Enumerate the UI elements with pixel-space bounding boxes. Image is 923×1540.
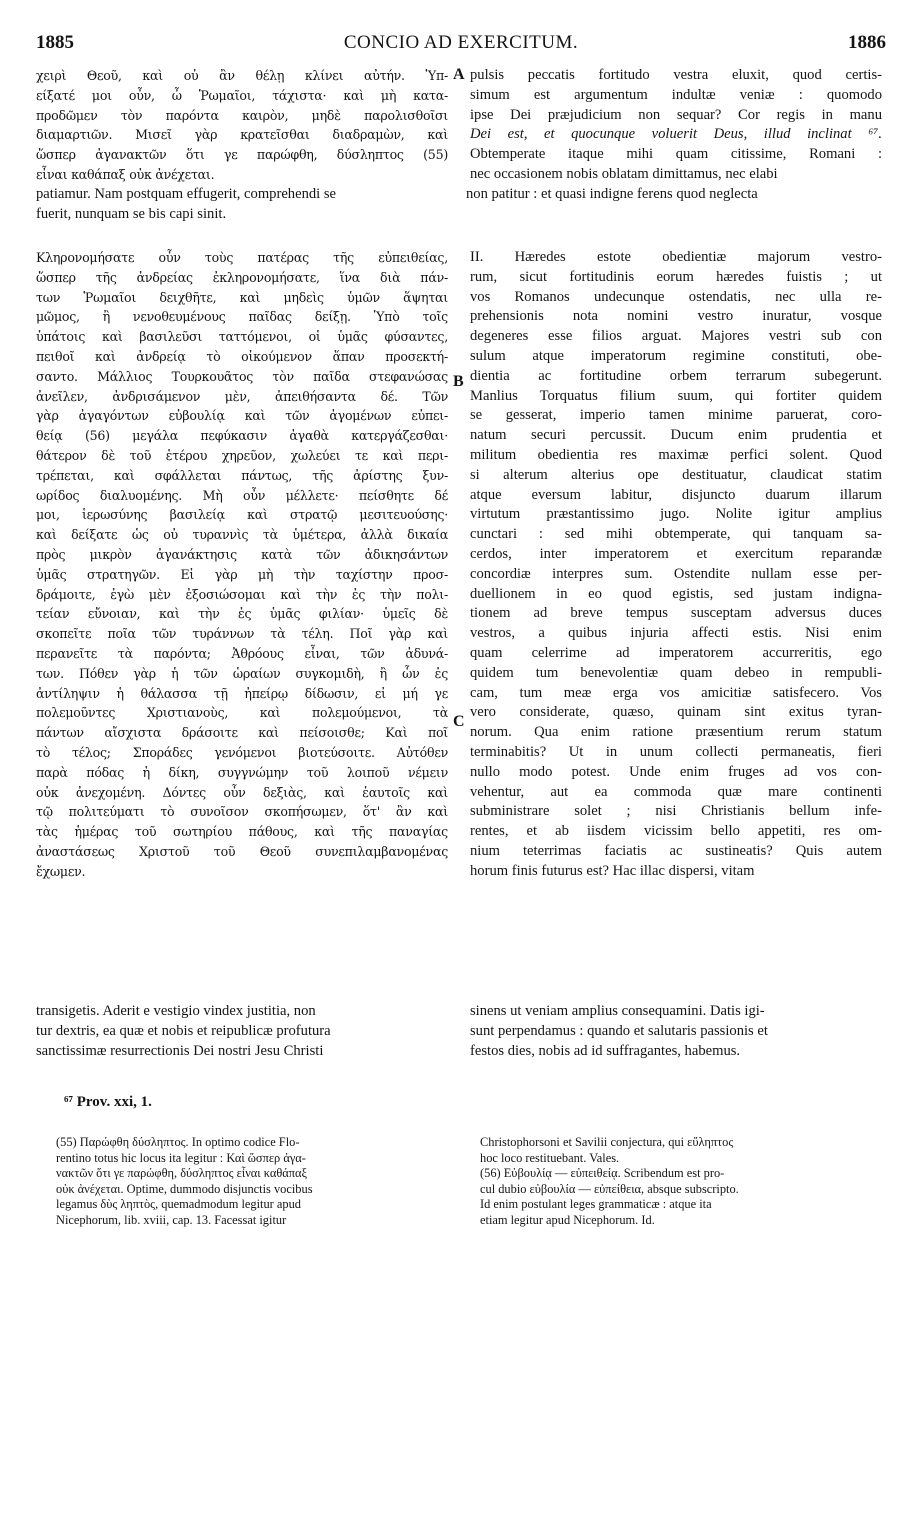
greek-line: πολεμοῦντες Χριστιανοὺς, καὶ πολεμούμενοι, τὰ	[36, 705, 448, 721]
latin-line: militum obedientia res maximæ perfici solent. Quod	[470, 446, 882, 463]
latin-line: tionem ad breve tempus susceptam adversus duces	[470, 605, 882, 622]
latin-line: quidem tum benevolentiæ quam debeo in rempubli-	[470, 664, 882, 681]
full-bottom-line	[36, 1002, 882, 1022]
latin-line: si alterum alterius ope destituatur, claudicat statim	[470, 466, 882, 483]
footnote-line: cul dubio εὐβουλία — εὐπείθεια, absque subscripto.	[480, 1181, 739, 1196]
full-bottom-left: transigetis. Aderit e vestigio vindex justitia, non	[36, 1003, 316, 1019]
greek-line: περανεῖτε τὰ παρόντα; Ἀθρόους εἶναι, τῶν ἀδυνά-	[36, 645, 448, 661]
full-bottom-right: sunt perpendamus : quando et salutaris passionis et	[470, 1022, 768, 1039]
footnote-line: νακτῶν ὅτι γε παρώφθη, δύσληπτος εἶναι καθάπαξ	[56, 1166, 308, 1180]
latin-line: virtutum præstantissimo jugo. Nolite igitur amplius	[470, 506, 882, 523]
greek-line: γὰρ ἀγαγόντων εὐβουλίᾳ καὶ τῶν ἀγομένων εὐπει-	[36, 408, 448, 424]
greek-line: εἶναι καθάπαξ οὐκ ἀνέχεται.	[36, 166, 215, 182]
marker-c: C	[453, 713, 465, 730]
greek-line: παρὰ πόδας ἡ δίκη, συγγνώμην τοῦ λοιποῦ νέμειν	[36, 764, 448, 780]
full-bottom-left: sanctissimæ resurrectionis Dei nostri Jesu Christi	[36, 1042, 324, 1059]
latin-line: subministrare solet ; nisi Christianis bellum infe-	[470, 803, 882, 820]
footnote-line: (56) Εὐβουλίᾳ — εὐπειθείᾳ. Scribendum est pro-	[480, 1166, 725, 1180]
latin-line: duellionem in eo quod egistis, sed justam indigna-	[470, 585, 882, 602]
full-line-right: non patitur : et quasi indigne ferens quod neglecta	[466, 186, 758, 202]
latin-line: nec occasionem nobis oblatam dimittamus, nec elabi	[470, 165, 778, 182]
latin-line: ipse Dei præjudicium non sequar? Cor regis in manu	[470, 106, 882, 123]
latin-line: norum. Qua enim ratione præsentium rerum statum	[470, 724, 882, 741]
greek-line: ὥσπερ τῆς ἀνδρείας ἐκληρονομήσατε, ἵνα διὰ πάν-	[36, 269, 448, 285]
greek-line: δράμοιτε, ἐγὼ μὲν ἐξοσιώσομαι καὶ τὴν ἐς τὴν πολι-	[36, 586, 448, 602]
footnote-line: οὐκ ἀνέχεται. Optime, dummodo disjunctis vocibus	[56, 1181, 313, 1196]
footnote-55	[56, 1135, 456, 1228]
latin-line: terminabitis? Ut in unum collecti permaneatis, fieri	[470, 743, 882, 760]
latin-line: sulum atque imperatorum regimine constituti, obe-	[470, 347, 882, 364]
greek-line: τῷ πολιτεύματι τὸ συνοῖσον σκοπήσωμεν, ὅτ' ἂν καὶ	[36, 804, 448, 820]
greek-line: τὸ τέλος; Σποράδες γενόμενοι βιοτεύσοιτε. Αὐτόθεν	[36, 744, 448, 760]
greek-line: θείᾳ (56) μεγάλα πεφύκασιν ἀγαθὰ κατεργάζεσθαι·	[36, 428, 448, 444]
footnote-line: legamus δὺς ληπτὸς, quemadmodum legitur apud	[56, 1197, 301, 1211]
latin-line: rum, sicut fortitudinis eorum hæredes fuistis ; ut	[470, 268, 882, 285]
latin-line: degeneres esse filios arguat. Majores vestri sub con	[470, 328, 882, 345]
page-header	[36, 32, 886, 58]
full-line-2: fuerit, nunquam se bis capi sinit.	[36, 205, 227, 222]
latin-line: cam, tum meæ erga vos amicitiæ satisfecero. Vos	[470, 684, 882, 701]
latin-line: se gesserat, imperio tamen minime paruerat, coro-	[470, 407, 882, 424]
greek-line: σκοπεῖτε ποῖα τῶν τυράννων τὰ τέλη. Ποῖ γὰρ καὶ	[36, 626, 448, 642]
footnote-line: Id enim postulant leges grammaticæ : atque ita	[480, 1197, 712, 1211]
latin-line: atque eversum labitur, disjuncto duarum illarum	[470, 486, 882, 503]
footnote-reference: ⁶⁷ Prov. xxi, 1.	[64, 1094, 152, 1110]
full-width-bottom	[36, 1002, 882, 1061]
latin-line: Manlius Torquatus filium suum, qui fortiter quidem	[470, 387, 882, 404]
greek-line: τρέπεται, καὶ σφάλλεται πάντως, τῆς ἀρίστης ξυν-	[36, 467, 448, 483]
greek-line: ἀνεῖλεν, ἀνδρισάμενον μὲν, ἀπειθήσαντα δέ. Τῶν	[36, 388, 448, 404]
greek-line: των. Πόθεν γὰρ ἡ τῶν ὡραίων συγκομιδὴ, ἢ ὧν ἐς	[36, 665, 448, 681]
full-bottom-line	[36, 1042, 882, 1062]
latin-line: vos Romanos undecunque ostendatis, nec ulla re-	[470, 288, 882, 305]
latin-line: rentes, et ab iisdem vicissim bello appetiti, res om-	[470, 823, 882, 840]
greek-line: τὰς ἡμέρας τοῦ σωτηρίου πάθους, καὶ τῆς παναγίας	[36, 824, 448, 840]
greek-line: θάτερον δὲ τοῦ ἑτέρου χηρεῦον, χωλεύει τε καὶ περι-	[36, 447, 448, 463]
latin-line: horum finis futurus est? Hac illac dispersi, vitam	[470, 862, 755, 879]
latin-line: vehentur, aut ea commoda quæ mare continenti	[470, 783, 882, 800]
latin-line: pulsis peccatis fortitudo vestra eluxit, quod certis-	[470, 67, 882, 83]
greek-line: τείαν εὔνοιαν, καὶ τὴν ἐς ὑμᾶς φιλίαν· ὑμεῖς δὲ	[36, 606, 448, 622]
full-width-lines	[36, 185, 882, 225]
greek-line: πρὸς μικρὸν ἀγανάκτησις κατὰ τῶν ἀδικησάντων	[36, 546, 448, 562]
latin-line: vestros, a quibus injuria affecti estis. Nisi enim	[470, 625, 882, 642]
latin-line: natum securi percussit. Ducum enim prudentia et	[470, 427, 882, 444]
greek-line: μῶμος, ἢ νενοθευμένους παῖδας δείξῃ. Ὑπὸ τοῖς	[36, 309, 448, 325]
greek-line: διαμαρτιῶν. Μισεῖ γὰρ κρατεῖσθαι διαδραμὼν, καὶ	[36, 127, 448, 143]
latin-line: nullo modo potest. Unde enim fruges ad vos con-	[470, 763, 882, 780]
footnote-line: etiam legitur apud Nicephorum. Id.	[480, 1212, 655, 1227]
latin-line: II. Hæredes estote obedientiæ majorum vestro-	[470, 249, 882, 265]
greek-line: χειρὶ Θεοῦ, καὶ οὐ ἂν θέλῃ κλίνει αὐτήν. Ὑπ-	[36, 68, 448, 83]
footnote-line: rentino totus hic locus ita legitur : Καὶ ὥσπερ ἀγα-	[56, 1150, 306, 1165]
latin-line: cerdos, inter imperatorem et exercitum reparandæ	[470, 545, 882, 562]
latin-line: Dei est, et quocunque voluerit Deus, illud inclinat ⁶⁷.	[470, 126, 882, 143]
greek-line: ὑμᾶς στρατηγῶν. Εἰ γὰρ μὴ τὴν ταχίστην προσ-	[36, 566, 448, 582]
greek-line: οὐκ ἀνεχομένη. Δόντες οὖν δεξιὰς, καὶ ἑαυτοῖς καὶ	[36, 784, 448, 800]
greek-line: μοι, ἱερωσύνης βασιλείᾳ καὶ στρατῷ μεσιτευούσης·	[36, 507, 448, 523]
greek-column-main	[36, 248, 448, 882]
footnote-line: hoc loco restituebant. Vales.	[480, 1150, 620, 1165]
latin-line: concordiæ interpres sum. Ostendite nullam esse per-	[470, 565, 882, 582]
latin-column-main	[470, 248, 882, 882]
latin-column-top	[470, 66, 882, 185]
greek-line: πάντων αἴσχιστα δράσοιτε καὶ πείσοισθε; Καὶ ποῖ	[36, 725, 448, 741]
footnote-line: Christophorsoni et Savilii conjectura, qui εὔληπτος	[480, 1135, 734, 1149]
latin-line: prehensionis nota nomini vestro inuratur, vosque	[470, 308, 882, 325]
latin-line: nium teterrimas faciatis ac sustineatis? Quis autem	[470, 842, 882, 859]
full-line-left: patiamur. Nam postquam effugerit, comprehendi se	[36, 186, 337, 202]
greek-line: σαντο. Μάλλιος Τουρκουᾶτος τὸν παῖδα στεφανώσας	[36, 368, 448, 384]
marker-a: A	[453, 66, 465, 83]
greek-line: είξατέ μοι οὖν, ὦ Ῥωμαῖοι, τάχιστα· καὶ μὴ κατα-	[36, 87, 448, 103]
latin-line: dientia ac fortitudine orbem terrarum subegerunt.	[470, 367, 882, 384]
full-bottom-right: sinens ut veniam amplius consequamini. Datis igi-	[470, 1003, 765, 1019]
running-title: CONCIO AD EXERCITUM.	[343, 32, 579, 53]
footnote-line: Nicephorum, lib. xviii, cap. 13. Facessat igitur	[56, 1212, 287, 1227]
latin-line: Obtemperate itaque mihi quam citissime, Romani :	[470, 146, 882, 163]
greek-line: ὑπάτοις καὶ βασιλεῦσι ταττόμενοι, οἱ ὑμᾶς φύσαντες,	[36, 329, 448, 345]
full-bottom-line	[36, 1022, 882, 1042]
greek-line: Κληρονομήσατε οὖν τοὺς πατέρας τῆς εὐπειθείας,	[36, 250, 448, 265]
latin-line: simum est argumentum indultæ veniæ : quomodo	[470, 86, 882, 103]
page-number-left: 1885	[36, 32, 74, 53]
greek-line: ὥσπερ ἀγανακτῶν ὅτι γε παρώφθη, δύσληπτος (55)	[36, 147, 448, 163]
footnote-56	[480, 1135, 885, 1228]
greek-line: καὶ δείξατε ὡς οὐ τυραννὶς τὰ ὑμέτερα, ἀλλὰ δικαία	[36, 527, 448, 543]
greek-column-top	[36, 66, 448, 185]
latin-line: quam celerrime ad imperatorem accurreritis, ego	[470, 644, 882, 661]
page-number-right: 1886	[848, 32, 886, 53]
greek-line: ἀντίληψιν ἡ θάλασσα τῇ ἠπείρῳ δίδωσιν, εἰ μή γε	[36, 685, 448, 701]
footnote-line: (55) Παρώφθη δύσληπτος. In optimo codice Flo-	[56, 1135, 300, 1149]
greek-line: των Ῥωμαῖοι δειχθῆτε, καὶ μηδεὶς ὑμῶν ἅψηται	[36, 289, 448, 305]
full-bottom-right: festos dies, nobis ad id suffragantes, habemus.	[470, 1042, 741, 1059]
latin-line: cunctari : sed mihi obtemperate, qui tanquam sa-	[470, 526, 882, 543]
full-bottom-left: tur dextris, ea quæ et nobis et reipublicæ profutura	[36, 1022, 331, 1039]
greek-line: ωρίδος διαλυομένης. Μὴ οὖν μέλλετε· πείσθητε δέ	[36, 487, 448, 503]
greek-line: ἔχωμεν.	[36, 863, 86, 879]
greek-line: προδῶμεν τὸν παρόντα καιρὸν, μηδὲ παρολισθοῖσι	[36, 107, 448, 123]
greek-line: πειθοῖ καὶ ἀνδρείᾳ τὸ οἰκούμενον ἅπαν προσεκτή-	[36, 348, 448, 364]
latin-line: vero considerate, quæso, quinam sint exitus tyran-	[470, 704, 882, 721]
marker-b: B	[453, 373, 464, 390]
greek-line: ἀναστάσεως Χριστοῦ τοῦ Θεοῦ συνεπιλαμβανομένας	[36, 843, 448, 859]
